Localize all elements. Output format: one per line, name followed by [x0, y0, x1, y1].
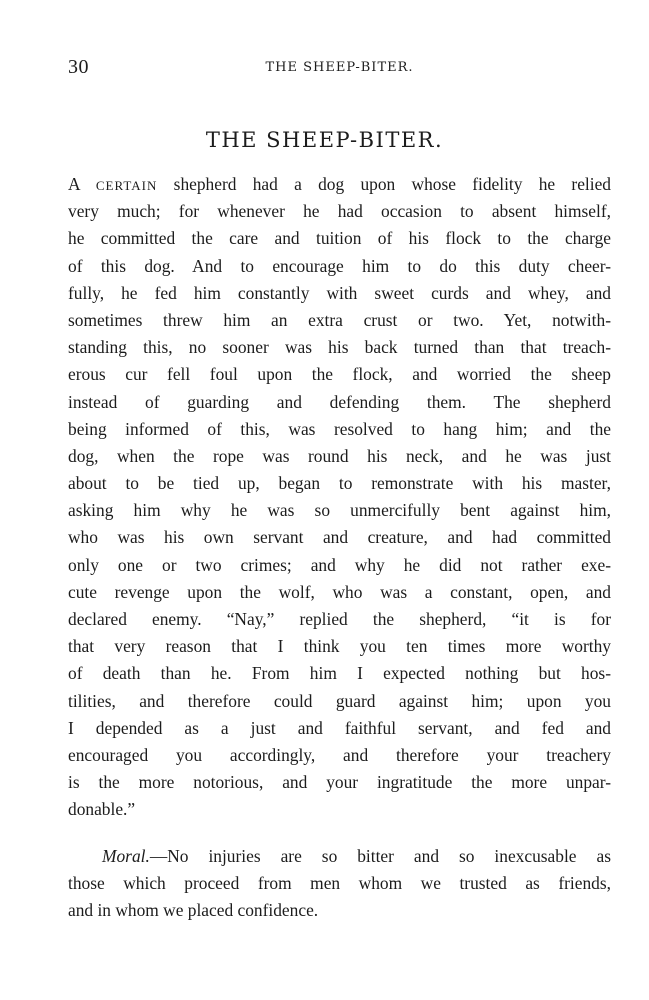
body-line: asking him why he was so unmercifully bent against him,	[68, 500, 611, 521]
body-line	[68, 171, 611, 198]
body-line: of this dog. And to encourage him to do this duty cheer-	[68, 255, 611, 276]
body-line: sometimes threw him an extra crust or two. Yet, notwith-	[68, 309, 611, 330]
body-line: very much; for whenever he had occasion to absent himself,	[68, 201, 611, 222]
body-line: fully, he fed him constantly with sweet curds and whey, and	[68, 282, 611, 303]
body-line: declared enemy. “Nay,” replied the shepherd, “it is for	[68, 609, 611, 629]
body-line: dog, when the rope was round his neck, and he was just	[68, 445, 611, 466]
story-title: THE SHEEP-BITER.	[205, 128, 444, 152]
moral-line: those which proceed from men whom we trusted as friends,	[68, 873, 611, 894]
body-line: I depended as a just and faithful servant, and fed and	[68, 717, 611, 738]
moral-line	[68, 843, 611, 870]
body-line: donable.”	[68, 799, 136, 820]
moral-line: and in whom we placed confidence.	[68, 900, 319, 921]
body-line: of death than he. From him I expected nothing but hos-	[68, 663, 611, 684]
body-line: that very reason that I think you ten times more worthy	[68, 636, 611, 657]
body-line: cute revenge upon the wolf, who was a constant, open, and	[68, 581, 611, 602]
body-line: only one or two crimes; and why he did not rather exe-	[68, 554, 611, 575]
story-body	[68, 171, 611, 824]
opening-letter: A	[68, 174, 80, 194]
page-number: 30	[68, 56, 89, 78]
body-line: is the more notorious, and your ingratitude the more unpar-	[68, 772, 611, 793]
body-line: instead of guarding and defending them. The shepherd	[68, 391, 611, 412]
body-line: who was his own servant and creature, and had committed	[68, 527, 611, 548]
body-line: being informed of this, was resolved to hang him; and the	[68, 418, 611, 439]
body-line: erous cur fell foul upon the flock, and worried the sheep	[68, 364, 611, 385]
body-line: tilities, and therefore could guard against him; upon you	[68, 690, 611, 711]
moral-line-text: —No injuries are so bitter and so inexcusable as	[149, 846, 611, 866]
opening-smallcaps: CERTAIN	[95, 178, 158, 193]
body-line: he committed the care and tuition of his flock to the charge	[68, 228, 611, 249]
body-line: about to be tied up, began to remonstrate with his master,	[68, 473, 611, 494]
running-header	[68, 56, 611, 82]
moral-paragraph	[68, 843, 611, 925]
body-line: encouraged you accordingly, and therefore your treachery	[68, 744, 611, 765]
moral-label: Moral.	[102, 846, 150, 866]
body-line: standing this, no sooner was his back turned than that treach-	[68, 337, 611, 358]
running-title: THE SHEEP-BITER.	[265, 60, 414, 75]
body-line-text: shepherd had a dog upon whose fidelity he relied	[157, 174, 611, 194]
